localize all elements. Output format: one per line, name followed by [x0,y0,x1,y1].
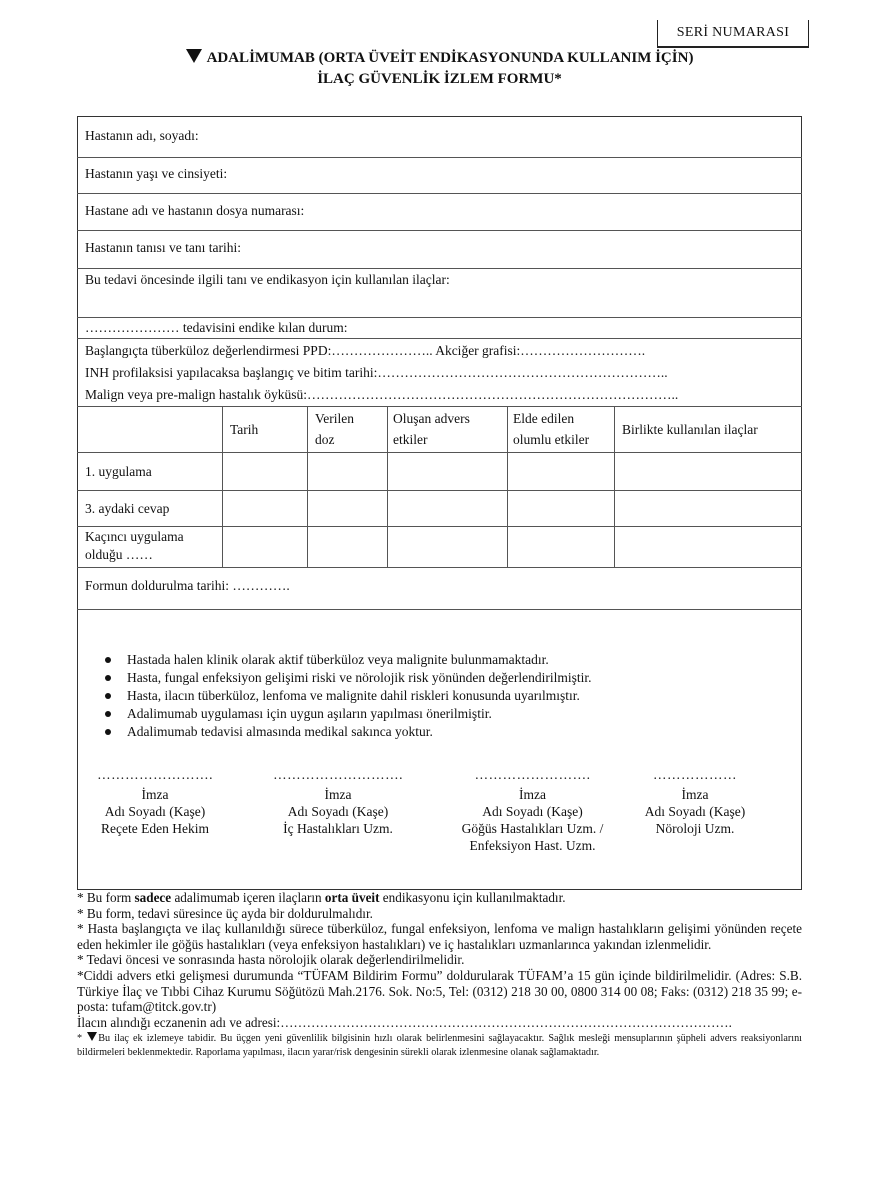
col-divider [222,406,223,567]
signature-internal-medicine[interactable] [258,766,418,837]
declaration-item: Adalimumab uygulaması için uygun aşıların yapılması önerilmiştir. [103,705,592,723]
field-prior-drugs[interactable]: Bu tedavi öncesinde ilgili tanı ve endikasyon için kullanılan ilaçlar: [85,272,450,287]
field-patient-name[interactable]: Hastanın adı, soyadı: [85,128,199,143]
footnote-frequency: * Bu form, tedavi süresince üç ayda bir doldurulmalıdır. [77,905,373,921]
field-inh-prophylaxis[interactable]: INH profilaksisi yapılacaksa başlangıç ve bitim tarihi:……………………………………………………….. [85,365,668,380]
signature-label: İmza [141,787,169,802]
col-header-positive [513,408,589,450]
signature-role-2: Enfeksiyon Hast. Uzm. [469,838,596,853]
declaration-item: Adalimumab tedavisi almasında medikal sakınca yoktur. [103,723,592,741]
col-divider [507,406,508,567]
footnote-tufam: *Ciddi advers etki gelişmesi durumunda “TÜFAM Bildirim Formu” doldurularak TÜFAM’a 15 gün içinde bildirilmelidir. (Adres: S.B. Türkiye İlaç ve Tıbbi Cihaz Kurumu Söğütözü Mah.2176. Sok. No:5, Tel: (0312) 218 30 00, 0800 314 00 08; Faks: (0312) 218 35 99; e-posta: tufam@titck.gov.tr) [77,967,802,1015]
col-divider [307,406,308,567]
footnote-bold: orta üveit [324,890,380,905]
col-divider [614,406,615,567]
row-divider [77,526,802,527]
serial-number-underline [657,46,809,48]
declaration-item: Hasta, fungal enfeksiyon gelişimi riski ve nörolojik risk yönünden değerlendirilmiştir. [103,669,592,687]
row-divider [77,317,802,318]
row-label-first-dose: 1. uygulama [85,464,152,479]
col-header-concomitant: Birlikte kullanılan ilaçlar [622,422,758,437]
footnote-bold: sadece [134,890,172,905]
col-header-dose [315,408,354,450]
signature-label: İmza [324,787,352,802]
declaration-list [103,651,592,741]
signature-role: Göğüs Hastalıkları Uzm. / [461,821,604,836]
footnote-text: endikasyonu için kullanılmaktadır. [379,890,566,905]
field-tb-evaluation[interactable]: Başlangıçta tüberküloz değerlendirmesi PPD:………………….. Akciğer grafisi:………………………. [85,343,646,358]
signature-name-stamp: Adı Soyadı (Kaşe) [644,804,746,819]
footnote-text: * [77,1033,87,1045]
signature-pulmonology[interactable] [445,766,620,854]
signature-role: İç Hastalıkları Uzm. [283,821,393,836]
row-divider [77,609,802,610]
signature-neurology[interactable] [625,766,765,837]
field-fill-date[interactable]: Formun doldurulma tarihi: …………. [85,578,290,593]
signature-line: ……………… [653,767,737,782]
signature-role: Nöroloji Uzm. [655,821,735,836]
col-header-positive-l1: Elde edilen [513,411,575,426]
row-divider [77,230,802,231]
signature-line: ……………………. [97,767,213,782]
form-title-text: ADALİMUMAB (ORTA ÜVEİT ENDİKASYONUNDA KULLANIM İÇİN) [206,50,694,66]
signature-name-stamp: Adı Soyadı (Kaşe) [287,804,389,819]
row-label-dose-number [85,528,184,564]
signature-name-stamp: Adı Soyadı (Kaşe) [482,804,583,819]
footnotes [77,890,802,1060]
field-patient-age-sex[interactable]: Hastanın yaşı ve cinsiyeti: [85,166,228,181]
row-divider [77,452,802,453]
col-header-date: Tarih [230,422,259,437]
field-indication[interactable]: ………………… tedavisini endike kılan durum: [85,320,348,335]
field-hospital-file[interactable]: Hastane adı ve hastanın dosya numarası: [85,203,305,218]
footnote-text: * Bu form [77,890,135,905]
col-divider [387,406,388,567]
declaration-item: Hastada halen klinik olarak aktif tüberküloz veya malignite bulunmamaktadır. [103,651,592,669]
footnote-neurology: * Tedavi öncesi ve sonrasında hasta nörolojik olarak değerlendirilmelidir. [77,952,465,968]
signature-role: Reçete Eden Hekim [101,821,209,836]
form-title-line1 [0,49,879,67]
row-divider [77,490,802,491]
row-divider [77,338,802,339]
footnote-usage [77,890,802,906]
footnote-text: Bu ilaç ek izlemeye tabidir. Bu üçgen yeni güvenlilik bilgisinin hızlı olarak belirlenmesini sağlayacaktır. Sağlık mesleği mensuplarının şüpheli advers reaksiyonlarını bildirmeleri beklenmektedir. Raporlama yapılması, ilacın yarar/risk dengesinin sürekli olarak izlenmesine olanak sağlamaktadır. [77,1033,802,1059]
row-divider [77,193,802,194]
signature-line: ………………………. [273,767,403,782]
footnote-text: adalimumab içeren ilaçların [171,890,325,905]
row-label-dose-number-l1: Kaçıncı uygulama [85,529,184,544]
row-divider [77,567,802,568]
col-header-adverse-l1: Oluşan advers [393,411,470,426]
form-title-line2: İLAÇ GÜVENLİK İZLEM FORMU* [317,71,562,87]
declaration-item: Hasta, ilacın tüberküloz, lenfoma ve malignite dahil riskleri konusunda uyarılmıştır. [103,687,592,705]
field-diagnosis[interactable]: Hastanın tanısı ve tanı tarihi: [85,240,241,255]
signature-prescriber[interactable] [85,766,225,837]
serial-number-label: SERİ NUMARASI [676,25,790,40]
serial-number-box [657,20,809,46]
row-label-3rd-month: 3. aydaki cevap [85,501,170,516]
col-header-positive-l2: olumlu etkiler [513,432,590,447]
footnote-monitoring: * Hasta başlangıçta ve ilaç kullanıldığı sürece tüberküloz, fungal enfeksiyon, lenfoma ve malign hastalıkların gelişimi yönünden reçete eden hekimler ile göğüs hastalıkları (veya enfeksiyon hastalıkları) ve iç hastalıkları uzmanlarınca yakından izlenmelidir. [77,921,802,952]
black-triangle-icon [87,1032,97,1041]
col-header-dose-l2: doz [315,432,335,447]
row-divider [77,157,802,158]
field-pharmacy[interactable]: İlacın alındığı eczanenin adı ve adresi:…………………………………………………………………………………………. [77,1014,732,1030]
signature-line: ……………………. [474,767,591,782]
col-header-adverse [393,408,470,450]
col-header-dose-l1: Verilen [315,411,354,426]
signature-name-stamp: Adı Soyadı (Kaşe) [104,804,206,819]
signature-label: İmza [519,787,546,802]
black-triangle-icon [186,49,202,63]
footnote-additional-monitoring [77,1032,802,1060]
signature-label: İmza [681,787,709,802]
row-divider [77,406,802,407]
field-malign-history[interactable]: Malign veya pre-malign hastalık öyküsü:……………………………………………………………………….. [85,387,679,402]
col-header-adverse-l2: etkiler [393,432,428,447]
row-divider [77,268,802,269]
row-label-dose-number-l2: olduğu …… [85,547,153,562]
